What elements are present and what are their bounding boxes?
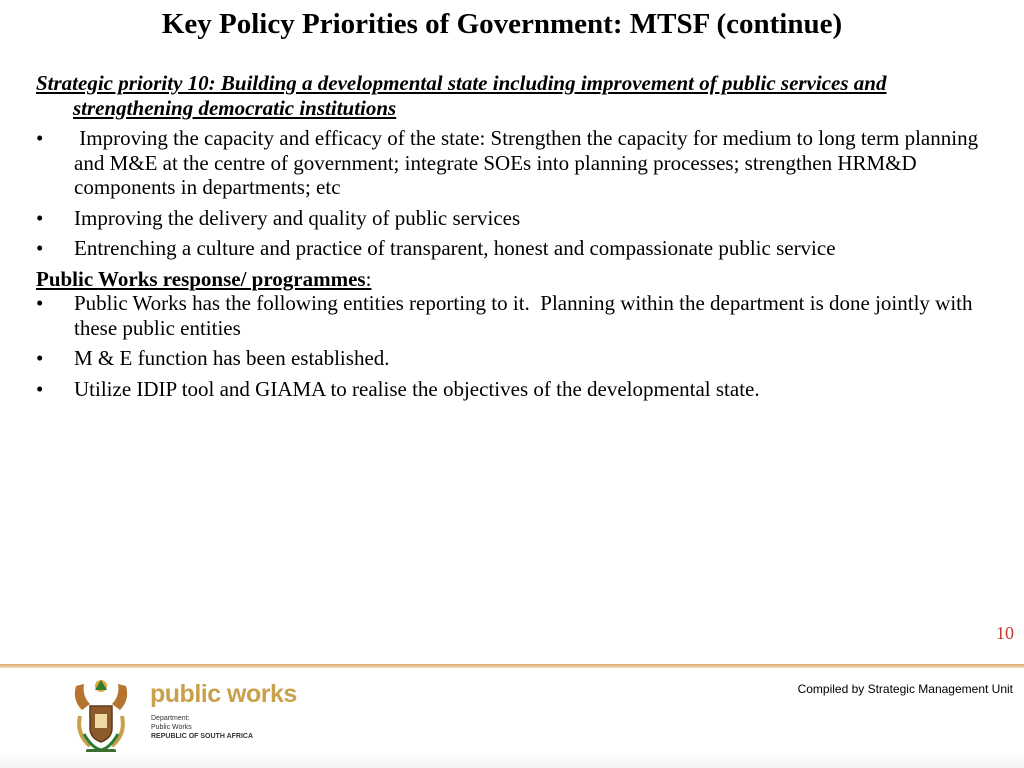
logo-subtitle-line: REPUBLIC OF SOUTH AFRICA bbox=[151, 733, 254, 740]
bullet-symbol: • bbox=[36, 205, 44, 230]
slide-content bbox=[36, 71, 996, 407]
list-item bbox=[36, 291, 996, 340]
list-item-text: Entrenching a culture and practice of transparent, honest and compassionate public service bbox=[74, 236, 836, 260]
list-item-text: Improving the capacity and efficacy of the state: Strengthen the capacity for medium to long term planning and M&E at the centre of government; integrate SOEs into planning processes; strengthen HRM&D components in departments; etc bbox=[74, 126, 984, 199]
slide-title: Key Policy Priorities of Government: MTSF (continue) bbox=[161, 8, 843, 40]
list-item-text: Improving the delivery and quality of public services bbox=[74, 205, 521, 230]
list-item bbox=[36, 126, 996, 200]
logo-subtitle-line: Department: bbox=[151, 715, 190, 722]
list-item-text: M & E function has been established. bbox=[74, 346, 390, 370]
bullet-symbol: • bbox=[36, 236, 44, 260]
strategic-priority-list bbox=[36, 126, 996, 261]
public-works-heading bbox=[36, 267, 996, 292]
public-works-logo bbox=[70, 676, 297, 756]
public-works-heading-colon: : bbox=[365, 266, 372, 291]
page-number: 10 bbox=[996, 623, 1014, 643]
logo-wordmark: public works bbox=[150, 680, 297, 708]
logo-subtitle bbox=[151, 714, 253, 741]
strategic-priority-heading: Strategic priority 10: Building a developmental state including improvement of public services and strengthening democratic institutions bbox=[36, 71, 887, 120]
list-item bbox=[36, 346, 996, 371]
bullet-symbol: • bbox=[36, 376, 44, 401]
list-item-text: Public Works has the following entities reporting to it. Planning within the department is done jointly with these public entities bbox=[74, 291, 978, 340]
logo-subtitle-line: Public Works bbox=[151, 724, 192, 731]
bullet-symbol: • bbox=[36, 346, 44, 370]
bullet-symbol: • bbox=[36, 126, 44, 150]
footer-divider bbox=[0, 664, 1024, 668]
public-works-heading-text: Public Works response/ programmes bbox=[36, 266, 366, 291]
list-item bbox=[36, 236, 996, 261]
list-item bbox=[36, 206, 996, 231]
coat-of-arms-icon bbox=[70, 676, 132, 756]
bottom-strip bbox=[0, 752, 1024, 768]
bullet-symbol: • bbox=[36, 291, 44, 315]
footer-note: Compiled by Strategic Management Unit bbox=[797, 682, 1013, 696]
list-item bbox=[36, 377, 996, 402]
list-item-text: Utilize IDIP tool and GIAMA to realise the objectives of the developmental state. bbox=[74, 376, 760, 401]
public-works-list bbox=[36, 291, 996, 401]
